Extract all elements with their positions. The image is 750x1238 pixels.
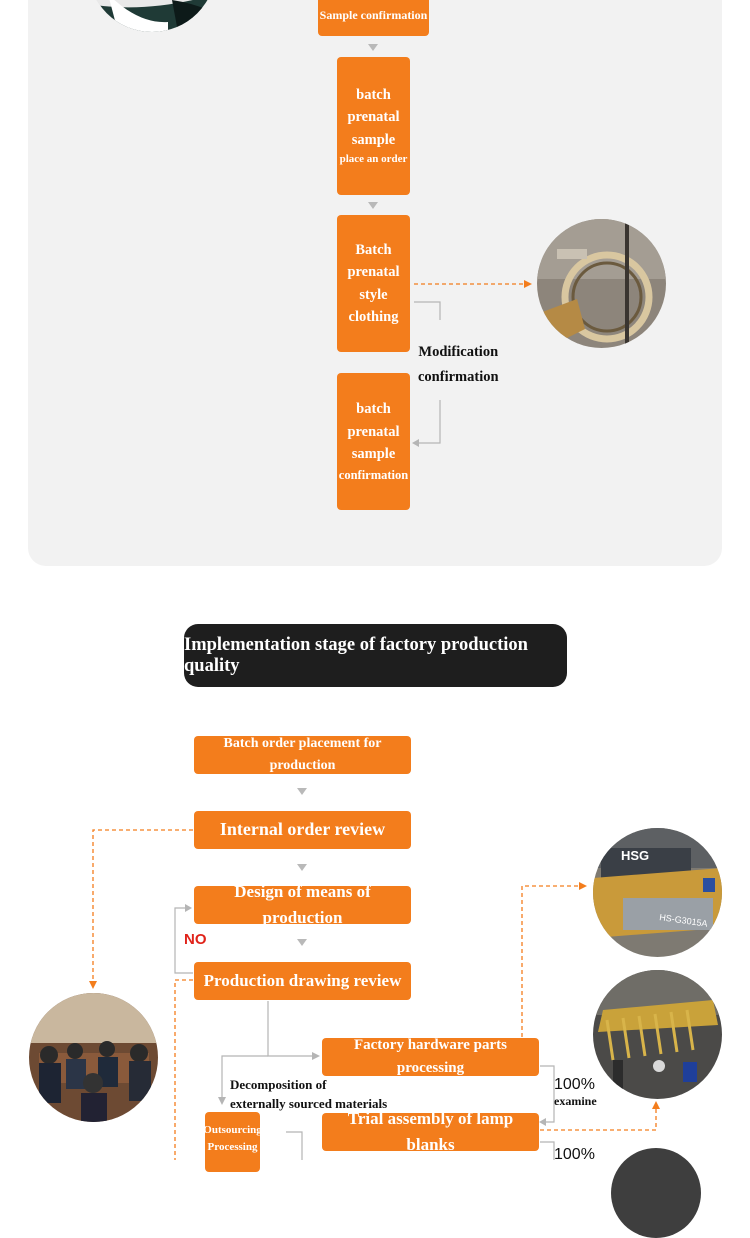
- drawing-review-label: Production drawing review: [203, 970, 402, 990]
- machine-model-text: HS-G3015A: [658, 912, 709, 929]
- internal-review-label: Internal order review: [219, 819, 386, 840]
- batch-order-label: Batch order placement for production: [223, 736, 382, 773]
- decomposition-line2: externally sourced materials: [230, 1096, 388, 1111]
- modification-line1: Modification: [418, 344, 499, 360]
- trial-assembly-label: Trial assembly of lamp blanks: [347, 1108, 514, 1154]
- lamp-assembly-photo-circle: [611, 1148, 701, 1238]
- box2-line2: prenatal: [347, 264, 400, 281]
- box3-line4: confirmation: [338, 467, 409, 482]
- examine1-percent: 100%: [554, 1076, 595, 1093]
- box1-line3: sample: [351, 131, 396, 148]
- examine-label-2: 100%: [554, 1146, 595, 1163]
- box3-line3: sample: [351, 446, 396, 463]
- section-title: Implementation stage of factory production quality: [184, 634, 528, 676]
- box3-line1: batch: [356, 401, 391, 418]
- decomposition-line1: Decomposition of: [230, 1077, 327, 1092]
- box2-line1: Batch: [355, 241, 392, 258]
- box3-line2: prenatal: [347, 423, 400, 440]
- box2-line3: style: [359, 286, 388, 303]
- modification-line2: confirmation: [418, 369, 499, 385]
- machine-brand-text: HSG: [621, 848, 650, 863]
- outsourcing-line1: Outsourcing: [203, 1124, 262, 1136]
- sample-confirmation-label: Sample confirmation: [319, 7, 428, 22]
- no-label: NO: [184, 931, 207, 948]
- box1-line1: batch: [356, 86, 391, 103]
- hardware-processing-label: Factory hardware parts processing: [353, 1036, 508, 1076]
- box1-line2: prenatal: [347, 109, 400, 126]
- outsourcing-line2: Processing: [207, 1141, 258, 1154]
- box2-line4: clothing: [348, 308, 399, 325]
- examine1-word: examine: [554, 1094, 597, 1108]
- box1-line4: place an order: [339, 153, 408, 166]
- design-means-label: Design of means of production: [234, 881, 371, 927]
